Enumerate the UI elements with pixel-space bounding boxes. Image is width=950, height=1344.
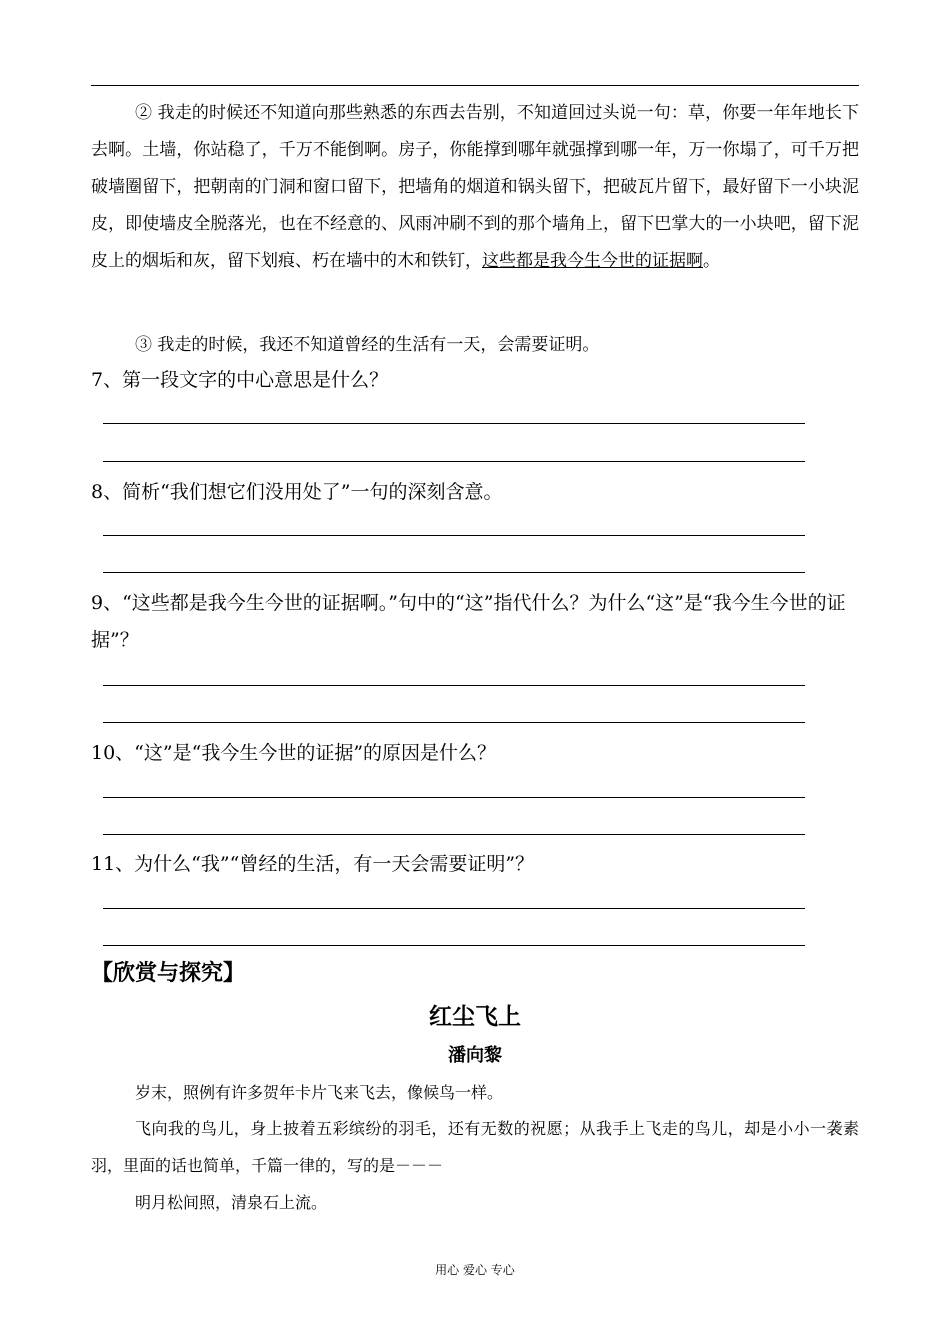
question-11: 11、为什么“我”“曾经的生活，有一天会需要证明”？ — [91, 853, 535, 875]
question-9: 9、“这些都是我今生今世的证据啊。”句中的“这”指代什么？为什么“这”是“我今生今世的证据”？ — [91, 592, 846, 651]
answer-line[interactable] — [103, 461, 805, 462]
answer-line[interactable] — [103, 834, 805, 835]
answer-line[interactable] — [103, 423, 805, 424]
passage-paragraph-2 — [91, 95, 859, 280]
article-paragraph-3: 明月松间照，清泉石上流。 — [135, 1193, 328, 1212]
page-footer: 用心 爱心 专心 — [435, 1263, 515, 1277]
article-paragraph-2: 飞向我的鸟儿，身上披着五彩缤纷的羽毛，还有无数的祝愿；从我手上飞走的鸟儿，却是小小一袭素羽，里面的话也简单，千篇一律的，写的是－－－ — [91, 1119, 859, 1175]
section-heading: 【欣赏与探究】 — [91, 961, 246, 986]
answer-line[interactable] — [103, 722, 805, 723]
question-7: 7、第一段文字的中心意思是什么？ — [91, 369, 389, 391]
answer-line[interactable] — [103, 535, 805, 536]
paragraph-text: ② 我走的时候还不知道向那些熟悉的东西去告别，不知道回过头说一句：草，你要一年年地长下去啊。土墙，你站稳了，千万不能倒啊。房子，你能撑到哪年就强撑到哪一年，万一你塌了，可千万把破墙圈留下，把朝南的门洞和窗口留下，把墙角的烟道和锅头留下，把破瓦片留下，最好留下一小块泥皮，即使墙皮全脱落光，也在不经意的、风雨冲刷不到的那个墙角上，留下巴掌大的一小块吧，留下泥皮上的烟垢和灰，留下划痕、朽在墙中的木和铁钉， — [91, 103, 859, 271]
answer-line[interactable] — [103, 685, 805, 686]
underlined-sentence: 这些都是我今生今世的证据啊 — [482, 251, 703, 271]
passage-paragraph-3: ③ 我走的时候，我还不知道曾经的生活有一天，会需要证明。 — [135, 335, 600, 355]
answer-line[interactable] — [103, 908, 805, 909]
question-8: 8、简析“我们想它们没用处了”一句的深刻含意。 — [91, 481, 503, 503]
answer-line[interactable] — [103, 572, 805, 573]
paragraph-end: 。 — [703, 251, 720, 271]
answer-line[interactable] — [103, 797, 805, 798]
answer-line[interactable] — [103, 945, 805, 946]
question-10: 10、“这”是“我今生今世的证据”的原因是什么？ — [91, 742, 497, 764]
article-author: 潘向黎 — [448, 1045, 502, 1066]
article-paragraph-1: 岁末，照例有许多贺年卡片飞来飞去，像候鸟一样。 — [135, 1083, 504, 1102]
top-rule — [91, 85, 859, 86]
article-title: 红尘飞上 — [429, 1004, 521, 1030]
